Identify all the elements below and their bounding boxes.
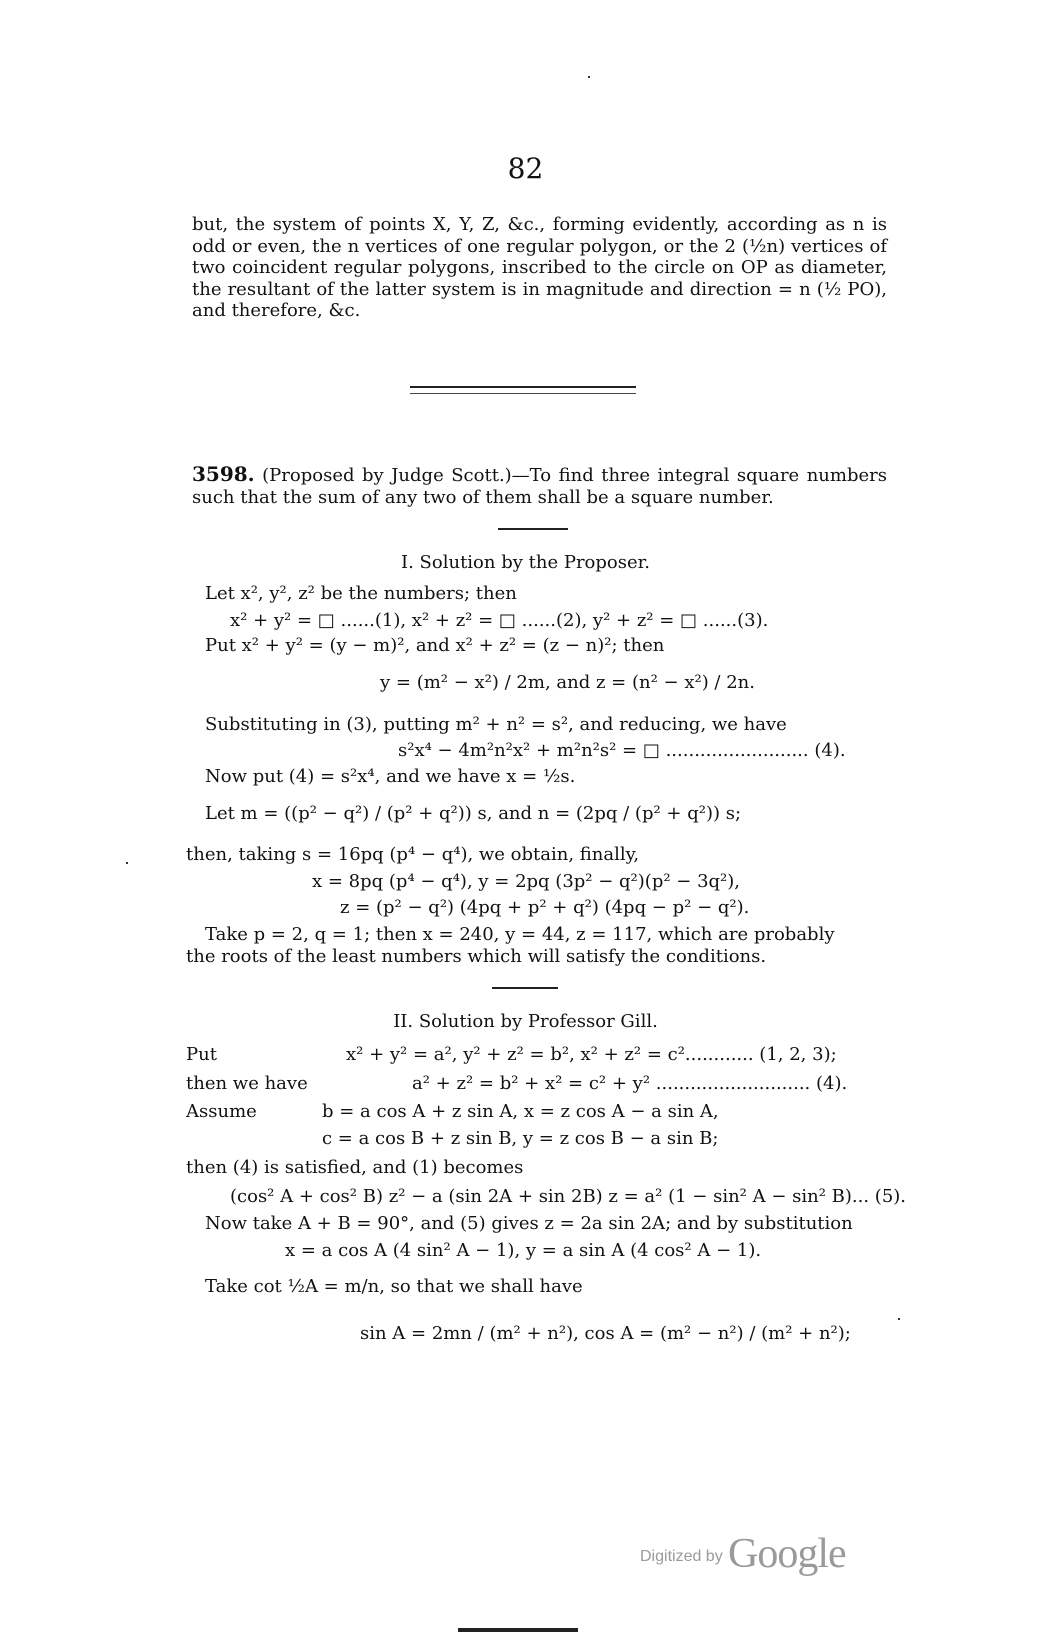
short-rule (492, 987, 558, 989)
speck (588, 76, 590, 78)
solution-2-line: c = a cos B + z sin B, y = z cos B − a sin B; (322, 1128, 719, 1149)
solution-1-line: Put x² + y² = (y − m)², and x² + z² = (z − n)²; then (205, 635, 665, 656)
solution-2-line: Now take A + B = 90°, and (5) gives z = 2a sin 2A; and by substitution (205, 1213, 853, 1234)
solution-1-line: the roots of the least numbers which will satisfy the conditions. (186, 946, 767, 967)
bottom-edge-mark (458, 1628, 578, 1632)
solution-1-line: Now put (4) = s²x⁴, and we have x = ½s. (205, 766, 576, 787)
solution-1-line: x = 8pq (p⁴ − q⁴), y = 2pq (3p² − q²)(p² − 3q²), (312, 871, 741, 892)
intro-paragraph: but, the system of points X, Y, Z, &c., forming evidently, according as n is odd or even, the n vertices of one regular polygon, or the 2 (½n) vertices of two coincident regular polygons, inscribed to the circle on OP as diameter, the resultant of the latter system is in magnitude and direction = n (½ PO), and therefore, &c. (192, 214, 887, 321)
section-divider (410, 386, 636, 394)
solution-2-heading: II. Solution by Professor Gill. (393, 1011, 658, 1032)
solution-2-line: x = a cos A (4 sin² A − 1), y = a sin A (4 cos² A − 1). (285, 1240, 762, 1261)
solution-2-line: b = a cos A + z sin A, x = z cos A − a sin A, (322, 1101, 719, 1122)
digitized-by-label: Digitized by (640, 1548, 723, 1565)
solution-1-heading: I. Solution by the Proposer. (401, 552, 650, 573)
solution-2-line: a² + z² = b² + x² = c² + y² ........................... (4). (412, 1073, 848, 1094)
page-number: 82 (507, 152, 544, 185)
solution-1-line: Take p = 2, q = 1; then x = 240, y = 44, z = 117, which are probably (205, 924, 835, 945)
solution-2-line: sin A = 2mn / (m² + n²), cos A = (m² − n²) / (m² + n²); (360, 1323, 851, 1344)
solution-1-line: Substituting in (3), putting m² + n² = s², and reducing, we have (205, 714, 787, 735)
solution-2-line: Take cot ½A = m/n, so that we shall have (205, 1276, 583, 1297)
google-logo: Google (728, 1531, 846, 1577)
solution-2-label: then we have (186, 1073, 308, 1094)
solution-1-line: s²x⁴ − 4m²n²x² + m²n²s² = □ ......................... (4). (398, 740, 846, 761)
speck (126, 862, 128, 864)
solution-1-line: z = (p² − q²) (4pq + p² + q²) (4pq − p² − q²). (340, 897, 750, 918)
problem-statement (192, 464, 887, 508)
speck (898, 1318, 900, 1320)
solution-2-line: then (4) is satisfied, and (1) becomes (186, 1157, 524, 1178)
solution-2-line: x² + y² = a², y² + z² = b², x² + z² = c²............ (1, 2, 3); (346, 1044, 837, 1065)
solution-1-line: x² + y² = □ ......(1), x² + z² = □ ......(2), y² + z² = □ ......(3). (230, 610, 769, 631)
solution-1-line: y = (m² − x²) / 2m, and z = (n² − x²) / 2n. (380, 672, 755, 693)
solution-1-line: Let x², y², z² be the numbers; then (205, 583, 517, 604)
solution-2-label: Assume (186, 1101, 257, 1122)
problem-text: (Proposed by Judge Scott.)—To find three integral square numbers such that the sum of any two of them shall be a square number. (192, 465, 887, 508)
short-rule (498, 528, 568, 530)
solution-1-line: Let m = ((p² − q²) / (p² + q²)) s, and n = (2pq / (p² + q²)) s; (205, 803, 742, 824)
solution-1-line: then, taking s = 16pq (p⁴ − q⁴), we obtain, finally, (186, 844, 640, 865)
problem-number: 3598. (192, 462, 255, 486)
solution-2-line: (cos² A + cos² B) z² − a (sin 2A + sin 2B) z = a² (1 − sin² A − sin² B)... (5). (230, 1186, 907, 1207)
solution-2-label: Put (186, 1044, 217, 1065)
